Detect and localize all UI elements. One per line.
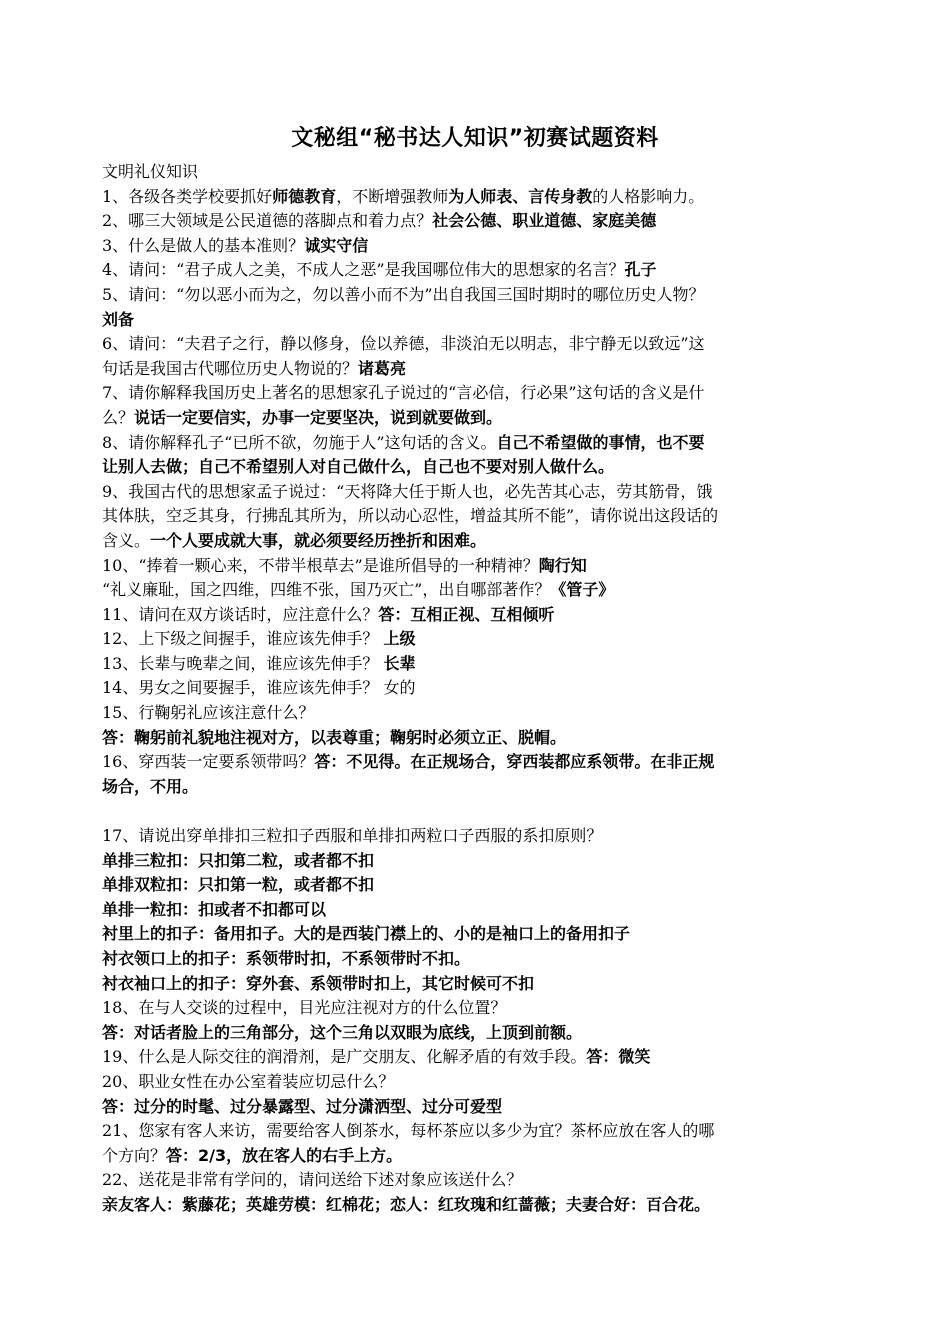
answer-text: 答：微笑	[586, 1047, 651, 1067]
text-line	[102, 652, 852, 677]
answer-text: 答：鞠躬前礼貌地注视对方，以表尊重；鞠躬时必须立正、脱帽。	[102, 727, 567, 747]
text-line	[102, 160, 852, 185]
answer-text: 上级	[383, 629, 416, 649]
document-title: 文秘组“秘书达人知识”初赛试题资料	[291, 126, 659, 151]
answer-text: 亲友客人：紫藤花；英雄劳模：红棉花；恋人：红玫瑰和红蔷薇；夫妻合好：百合花。	[102, 1194, 711, 1214]
text-line	[102, 603, 852, 628]
answer-text: 让别人去做；自己不希望别人对自己做什么，自己也不要对别人做什么。	[102, 457, 615, 477]
text-line	[102, 972, 852, 997]
question-text: 9、我国古代的思想家孟子说过：“天将降大任于斯人也，必先苦其心志，劳其筋骨，饿	[102, 481, 713, 501]
question-text: 的人格影响力。	[592, 186, 705, 206]
question-text: 其体肤，空乏其身，行拂乱其所为，所以动心忍性，增益其所不能”，请你说出这段话的	[102, 506, 719, 526]
question-text: 17、请说出穿单排扣三粒扣子西服和单排扣两粒口子西服的系扣原则？	[102, 826, 603, 846]
question-text: 4、请问：“君子成人之美，不成人之恶”是我国哪位伟大的思想家的名言？	[102, 260, 625, 280]
text-line	[102, 185, 852, 210]
question-text: 5、请问：“勿以恶小而为之，勿以善小而不为”出自我国三国时期时的哪位历史人物？	[102, 284, 705, 304]
answer-text: 诚实守信	[304, 235, 369, 255]
question-text: 18、在与人交谈的过程中，目光应注视对方的什么位置？	[102, 998, 507, 1018]
text-line	[102, 1021, 852, 1046]
text-line	[102, 578, 852, 603]
text-line	[102, 357, 852, 382]
text-line	[102, 726, 852, 751]
question-text: 21、您家有客人来访，需要给客人倒茶水，每杯茶应以多少为宜？茶杯应放在客人的哪	[102, 1121, 715, 1141]
blank-line	[102, 799, 852, 824]
question-text: 22、送花是非常有学问的，请问送给下述对象应该送什么？	[102, 1170, 523, 1190]
answer-text: 答：互相正视、互相倾听	[378, 604, 555, 624]
text-line	[102, 1095, 852, 1120]
question-text: 么？	[102, 407, 135, 427]
answer-text: 答：不见得。在正规场合，穿西装都应系领带。在非正规	[314, 752, 715, 772]
question-text: ，不断增强教师	[336, 186, 449, 206]
answer-text: 答：过分的时髦、过分暴露型、过分潇洒型、过分可爱型	[102, 1096, 503, 1116]
text-line	[102, 554, 852, 579]
answer-text: 衬里上的扣子：备用扣子。大的是西装门襟上的、小的是袖口上的备用扣子	[102, 924, 631, 944]
text-line	[102, 750, 852, 775]
question-text: 16、穿西装一定要系领带吗？	[102, 752, 315, 772]
question-text: 20、职业女性在办公室着装应切忌什么？	[102, 1071, 395, 1091]
text-line	[102, 209, 852, 234]
text-line	[102, 1168, 852, 1193]
answer-text: 场合，不用。	[102, 776, 199, 796]
text-line	[102, 480, 852, 505]
text-line	[102, 308, 852, 333]
answer-text: 说话一定要信实，办事一定要坚决，说到就要做到。	[134, 407, 503, 427]
question-text: “礼义廉耻，国之四维，四维不张，国乃灭亡”，出自哪部著作？	[102, 580, 551, 600]
answer-text: 单排三粒扣：只扣第二粒，或者都不扣	[102, 850, 375, 870]
text-line	[102, 824, 852, 849]
text-line	[102, 996, 852, 1021]
answer-text: 孔子	[624, 260, 657, 280]
answer-text: 衬衣袖口上的扣子：穿外套、系领带时扣上，其它时候可不扣	[102, 973, 535, 993]
text-line	[102, 922, 852, 947]
answer-text: 单排双粒扣：只扣第一粒，或者都不扣	[102, 875, 375, 895]
answer-text: 社会公德、职业道德、家庭美德	[432, 211, 657, 231]
answer-text: 为人师表、言传身教	[448, 186, 593, 206]
answer-text: 陶行知	[538, 555, 587, 575]
answer-text: 《管子》	[550, 580, 615, 600]
question-text: 个方向？	[102, 1145, 167, 1165]
text-line	[102, 1045, 852, 1070]
text-line	[102, 676, 852, 701]
question-text: 文明礼仪知识	[102, 162, 199, 181]
question-text: 13、长辈与晚辈之间，谁应该先伸手？	[102, 653, 384, 673]
text-line	[102, 332, 852, 357]
question-text: 7、请你解释我国历史上著名的思想家孔子说过的“言必信，行必果”这句话的含义是什	[102, 383, 705, 403]
text-line	[102, 529, 852, 554]
text-line	[102, 258, 852, 283]
answer-text: 一个人要成就大事，就必须要经历挫折和困难。	[150, 530, 487, 550]
question-text: 3、什么是做人的基本准则？	[102, 235, 305, 255]
text-line	[102, 701, 852, 726]
text-line	[102, 1070, 852, 1095]
answer-text: 诸葛亮	[358, 358, 407, 378]
answer-text: 衬衣领口上的扣子：系领带时扣，不系领带时不扣。	[102, 949, 471, 968]
text-line	[102, 1193, 852, 1218]
text-line	[102, 283, 852, 308]
text-line	[102, 504, 852, 529]
question-text: 1、各级各类学校要抓好	[102, 186, 273, 206]
document-body	[102, 160, 852, 1218]
text-line	[102, 947, 852, 972]
question-text: 19、什么是人际交往的润滑剂，是广交朋友、化解矛盾的有效手段。	[102, 1047, 587, 1067]
question-text: 含义。	[102, 530, 151, 550]
question-text: 8、请你解释孔子“已所不欲，勿施于人”这句话的含义。	[102, 432, 497, 452]
text-line	[102, 627, 852, 652]
answer-text: 答：2/3，放在客人的右手上方。	[166, 1145, 403, 1165]
text-line	[102, 234, 852, 259]
question-text: 句话是我国古代哪位历史人物说的？	[102, 358, 359, 378]
text-line	[102, 381, 852, 406]
text-line	[102, 1119, 852, 1144]
question-text: 10、“捧着一颗心来，不带半根草去”是谁所倡导的一种精神？	[102, 555, 539, 575]
answer-text: 长辈	[383, 653, 416, 673]
question-text: 2、哪三大领域是公民道德的落脚点和着力点？	[102, 211, 433, 231]
question-text: 11、请问在双方谈话时，应注意什么？	[102, 604, 379, 624]
answer-text: 自己不希望做的事情，也不要	[496, 432, 705, 452]
text-line	[102, 898, 852, 923]
text-line	[102, 455, 852, 480]
answer-text: 师德教育	[272, 186, 337, 206]
question-text: 14、男女之间要握手，谁应该先伸手？ 女的	[102, 678, 416, 698]
question-text: 6、请问：“夫君子之行，静以修身，俭以养德，非淡泊无以明志，非宁静无以致远”这	[102, 334, 705, 354]
question-text: 12、上下级之间握手，谁应该先伸手？	[102, 629, 384, 649]
text-line	[102, 1144, 852, 1169]
answer-text: 刘备	[102, 309, 135, 329]
text-line	[102, 775, 852, 800]
text-line	[102, 406, 852, 431]
question-text: 15、行鞠躬礼应该注意什么？	[102, 703, 315, 723]
answer-text: 单排一粒扣：扣或者不扣都可以	[102, 899, 327, 919]
text-line	[102, 431, 852, 456]
answer-text: 答：对话者脸上的三角部分，这个三角以双眼为底线，上顶到前额。	[102, 1022, 583, 1042]
text-line	[102, 873, 852, 898]
text-line	[102, 849, 852, 874]
